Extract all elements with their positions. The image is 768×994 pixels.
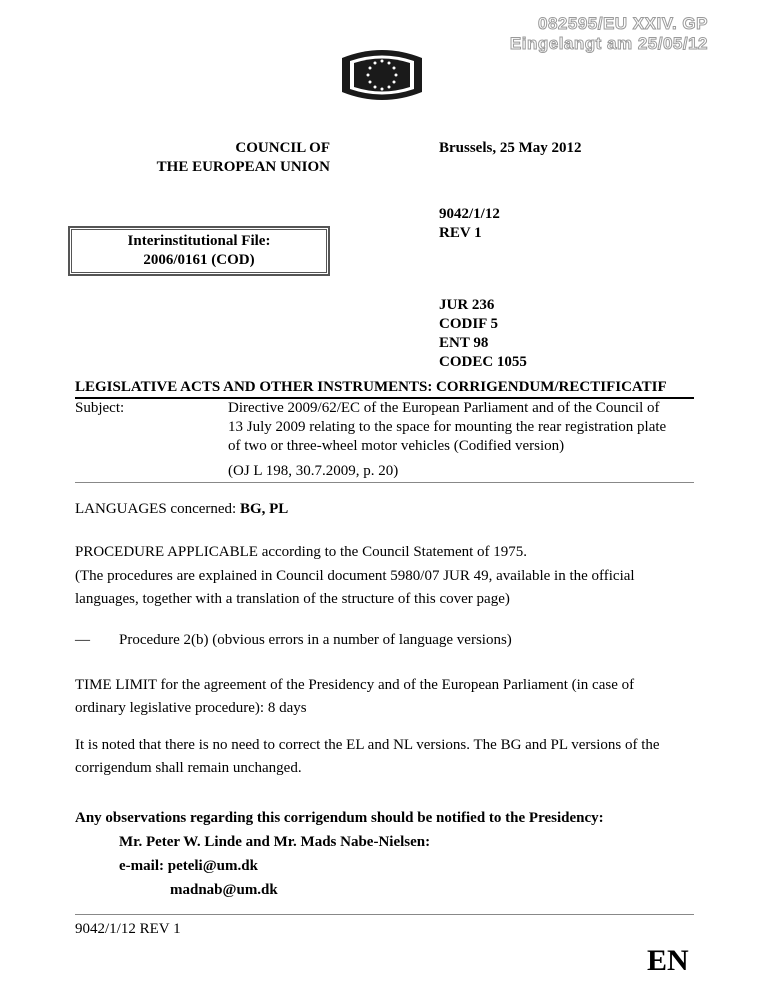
subject-text bbox=[228, 399, 666, 456]
languages-concerned bbox=[75, 498, 288, 521]
subject-line-2: 13 July 2009 relating to the space for mounting the rear registration plate bbox=[228, 419, 667, 435]
stamp-line-1: 082595/EU XXIV. GP bbox=[538, 14, 708, 33]
subject-reference: (OJ L 198, 30.7.2009, p. 20) bbox=[228, 463, 399, 479]
file-label: Interinstitutional File: bbox=[127, 233, 271, 249]
document-heading: LEGISLATIVE ACTS AND OTHER INSTRUMENTS: CORRIGENDUM/RECTIFICATIF bbox=[75, 379, 667, 395]
versions-note-line-2: corrigendum shall remain unchanged. bbox=[75, 760, 302, 776]
versions-note-line-1: It is noted that there is no need to correct the EL and NL versions. The BG and PL versions of the bbox=[75, 737, 660, 753]
document-number: 9042/1/12 bbox=[439, 206, 500, 222]
stamp-line-2: Eingelangt am 25/05/12 bbox=[509, 34, 708, 53]
subject-rule bbox=[75, 482, 694, 483]
revision-label: REV 1 bbox=[439, 225, 482, 241]
footer-document-reference: 9042/1/12 REV 1 bbox=[75, 921, 181, 937]
council-name bbox=[0, 139, 330, 177]
council-line-1: COUNCIL OF bbox=[235, 140, 330, 156]
procedure-note bbox=[75, 565, 635, 611]
interinstitutional-file-box bbox=[68, 226, 330, 276]
footer-rule bbox=[75, 914, 694, 915]
council-line-2: THE EUROPEAN UNION bbox=[156, 159, 330, 175]
reception-stamp bbox=[510, 14, 708, 54]
contact-email-1[interactable]: e-mail: peteli@um.dk bbox=[119, 858, 258, 874]
code-codec: CODEC 1055 bbox=[439, 354, 527, 370]
document-number-block bbox=[439, 205, 500, 243]
contact-email-2[interactable]: madnab@um.dk bbox=[170, 882, 278, 898]
code-jur: JUR 236 bbox=[439, 297, 495, 313]
languages-label: LANGUAGES concerned: bbox=[75, 501, 240, 517]
eu-council-emblem-icon bbox=[340, 48, 424, 102]
time-limit-line-1: TIME LIMIT for the agreement of the Presidency and of the European Parliament (in case of bbox=[75, 677, 635, 693]
time-limit-line-2: ordinary legislative procedure): 8 days bbox=[75, 700, 307, 716]
place-date: Brussels, 25 May 2012 bbox=[439, 140, 582, 156]
procedure-note-line-1: (The procedures are explained in Council document 5980/07 JUR 49, available in the official bbox=[75, 568, 635, 584]
time-limit bbox=[75, 674, 634, 720]
language-code: EN bbox=[647, 944, 689, 977]
procedure-note-line-2: languages, together with a translation of the structure of this cover page) bbox=[75, 591, 510, 607]
contact-names: Mr. Peter W. Linde and Mr. Mads Nabe-Nielsen: bbox=[119, 834, 431, 850]
observations-notice: Any observations regarding this corrigendum should be notified to the Presidency: bbox=[75, 810, 604, 826]
versions-note bbox=[75, 734, 660, 780]
subject-label: Subject: bbox=[75, 400, 125, 416]
procedure-item: Procedure 2(b) (obvious errors in a number of language versions) bbox=[119, 632, 512, 648]
code-ent: ENT 98 bbox=[439, 335, 489, 351]
procedure-applicable: PROCEDURE APPLICABLE according to the Council Statement of 1975. bbox=[75, 544, 528, 560]
document-codes bbox=[439, 296, 527, 372]
languages-value: BG, PL bbox=[239, 501, 289, 517]
subject-line-1: Directive 2009/62/EC of the European Parliament and of the Council of bbox=[228, 400, 660, 416]
subject-line-3: of two or three-wheel motor vehicles (Codified version) bbox=[228, 438, 565, 454]
file-number: 2006/0161 (COD) bbox=[143, 252, 255, 268]
code-codif: CODIF 5 bbox=[439, 316, 499, 332]
procedure-dash: — bbox=[75, 632, 90, 648]
